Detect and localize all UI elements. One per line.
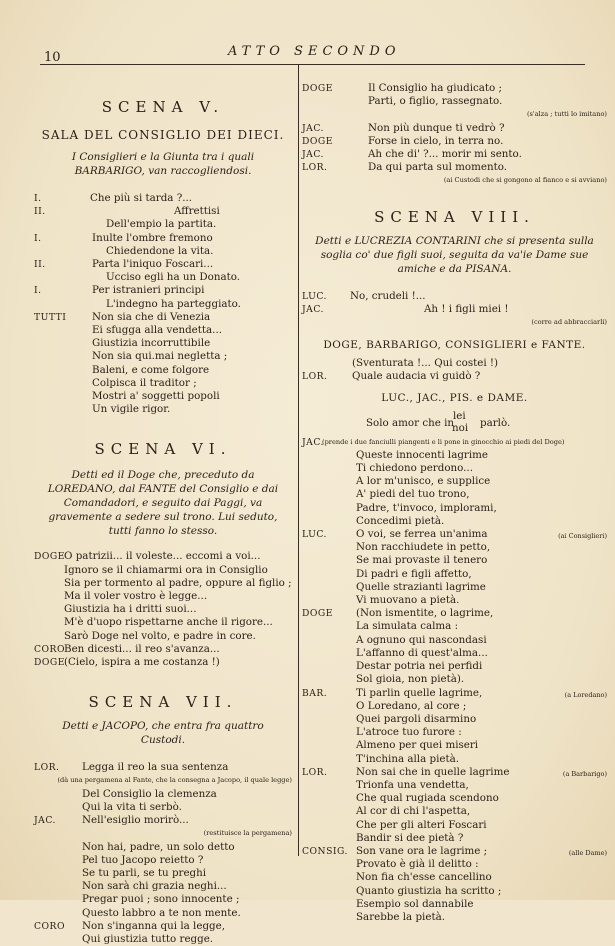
- verse-text: Chiedendone la vita.: [106, 244, 214, 257]
- verse-line: [34, 258, 292, 271]
- verse-text: Il Consiglio ha giudicato ;: [368, 82, 503, 94]
- verse-line: [34, 271, 292, 284]
- verse-text: Vi muovano a pietà.: [356, 594, 460, 607]
- verse-text: Sia per tormento al padre, oppure al figlio ;: [64, 576, 292, 589]
- scene-8-dialogue-c: [302, 449, 607, 924]
- verse-text: No, crudeli !...: [350, 289, 426, 302]
- verse-text: Nell'esiglio morirò...: [82, 814, 189, 827]
- verse-text: Bandir si dee pietà ?: [356, 831, 464, 844]
- verse-line: [302, 845, 607, 858]
- speaker: LUC.: [302, 529, 327, 541]
- verse-text: La simulata calma :: [356, 620, 459, 633]
- verse-text: O patrizii... il voleste... eccomi a voi...: [64, 550, 261, 563]
- verse-line: [302, 647, 607, 660]
- verse-line: [302, 528, 607, 541]
- scene-8-dialogue-a: [302, 290, 607, 330]
- verse-line: [302, 357, 607, 370]
- verse-text: Ignoro se il chiamarmi ora in Consiglio: [64, 563, 268, 576]
- verse-text: Ah che di' ?... morir mi sento.: [368, 148, 522, 161]
- speaker: I.: [34, 193, 42, 204]
- verse-text: Esempio sol dannabile: [356, 897, 474, 910]
- verse-line: [34, 377, 292, 390]
- speaker: JAC.: [34, 815, 56, 827]
- verse-text: Concedimi pietà.: [356, 514, 445, 527]
- verse-line: [302, 462, 607, 475]
- verse-text: Pel tuo Jacopo reietto ?: [82, 853, 204, 866]
- verse-text: Non fia ch'esse cancellino: [356, 871, 492, 884]
- stage-note: (ai Custodi che si gongono al fianco e si avviano): [443, 176, 607, 185]
- verse-line: [302, 161, 607, 174]
- speaker: DOGE: [302, 608, 333, 620]
- verse-text: O Loredano, al core ;: [356, 699, 467, 712]
- verse-line: [34, 284, 292, 297]
- verse-line: [34, 232, 292, 245]
- verse-line: [34, 933, 292, 946]
- stage-note: (ai Consiglieri): [558, 532, 607, 541]
- scene-8-title: SCENA VIII.: [374, 207, 535, 226]
- speaker: CORO: [34, 920, 66, 932]
- verse-text: Pregar puoi ; sono innocente ;: [82, 893, 240, 906]
- stage-note: (alle Dame): [568, 848, 607, 857]
- verse-text: Qui la vita ti serbò.: [82, 800, 182, 813]
- verse-text: A' piedi del tuo trono,: [356, 488, 470, 501]
- verse-line: [302, 607, 607, 620]
- solo-amor-line: Solo amor che in lei noi parlò.: [366, 409, 511, 434]
- verse-line: [302, 700, 607, 713]
- verse-text: Trionfa una vendetta,: [356, 778, 469, 791]
- speaker: DOGE: [302, 135, 333, 147]
- verse-line: [302, 581, 607, 594]
- verse-line: [34, 814, 292, 827]
- verse-line: [34, 564, 292, 577]
- verse-text: Non sia qui.mai negletta ;: [92, 350, 228, 363]
- verse-text: Non sia che di Venezia: [92, 310, 211, 323]
- stage-note: (restituisce la pergamena): [203, 829, 292, 838]
- verse-text: Quale audacia vi guidò ?: [352, 370, 481, 383]
- verse-text: Dell'empio la partita.: [106, 218, 217, 231]
- verse-line: [302, 766, 607, 779]
- speaker: LOR.: [302, 371, 328, 383]
- verse-line: [34, 920, 292, 933]
- verse-line: [302, 135, 607, 148]
- verse-line: [34, 218, 292, 231]
- verse-text: Non hai, padre, un solo detto: [82, 840, 235, 853]
- verse-text: Legga il reo la sua sentenza: [82, 761, 229, 774]
- verse-line: [302, 290, 607, 303]
- verse-text: L'indegno ha parteggiato.: [106, 297, 241, 310]
- verse-text: Ma il voler vostro è legge...: [64, 590, 208, 603]
- verse-text: O voi, se ferrea un'anima: [356, 528, 488, 541]
- stage-note: (a Loredano): [564, 690, 607, 699]
- verse-text: Giustizia ha i dritti suoi...: [64, 603, 197, 616]
- verse-line: [302, 303, 607, 316]
- verse-line: [302, 660, 607, 673]
- verse-line: [34, 841, 292, 854]
- verse-line: [34, 603, 292, 616]
- verse-line: [302, 449, 607, 462]
- verse-line: [34, 656, 292, 669]
- verse-text: M'è d'uopo rispettarne anche il rigore...: [64, 616, 273, 629]
- column-divider: [298, 64, 299, 856]
- verse-text: Ben dicesti... il reo s'avanza...: [64, 642, 220, 655]
- scene-5-setting: SALA DEL CONSIGLIO DEI DIECI.: [41, 128, 285, 142]
- group-heading-lucrezia: LUC., JAC., PIS. e DAME.: [381, 391, 528, 404]
- verse-text: Se tu parli, se tu preghi: [82, 866, 207, 879]
- verse-line: [302, 502, 607, 515]
- verse-text: Sarebbe la pietà.: [356, 910, 445, 923]
- verse-line: [302, 858, 607, 871]
- verse-text: Qui giustizia tutto regge.: [82, 932, 214, 945]
- verse-line: [302, 148, 607, 161]
- verse-line: [34, 854, 292, 867]
- verse-text: Che qual rugiada scendono: [356, 792, 499, 805]
- scene-6-stage-direction: Detti ed il Doge che, preceduto da LOREDANO, dal FANTE del Consiglio e dai Comandadori, e seguito dai Paggi, va gravemente a sedere sul trono. Lui seduto, tutti fanno lo stesso.: [47, 469, 279, 538]
- verse-text: Non sarà chi grazia neghi...: [82, 880, 227, 893]
- stage-note: (prende i due fanciulli piangenti e li pone in ginocchio ai piedi del Doge): [322, 437, 565, 446]
- stage-note: (a Barbarigo): [562, 769, 607, 778]
- verse-text: Inulte l'ombre fremono: [92, 231, 213, 244]
- speaker: I.: [34, 232, 42, 244]
- stage-note: (corre ad abbracciarli): [531, 318, 607, 327]
- verse-text: Ei sfugga alla vendetta...: [92, 324, 223, 337]
- verse-text: Provato è già il delitto :: [356, 858, 479, 871]
- scene-8-stage-direction: Detti e LUCREZIA CONTARINI che si presenta sulla soglia co' due figli suoi, seguita da va'ie Dame sue amiche e da PISANA.: [315, 234, 594, 275]
- page-number: 10: [44, 50, 61, 65]
- verse-line: [34, 643, 292, 656]
- verse-line: [302, 541, 607, 554]
- verse-line: [302, 805, 607, 818]
- right-column: [302, 70, 607, 924]
- verse-text: Che per gli alteri Foscari: [356, 818, 487, 831]
- verse-text: Non più dunque ti vedrò ?: [368, 121, 505, 134]
- scene-8-dialogue-b: [302, 357, 607, 383]
- speaker: TUTTI: [34, 311, 67, 323]
- verse-text: Da qui parta sul momento.: [368, 161, 508, 174]
- verse-line: [302, 726, 607, 739]
- verse-line: [34, 590, 292, 603]
- verse-line: [34, 880, 292, 893]
- verse-line: [34, 192, 292, 205]
- verse-line: [302, 673, 607, 686]
- speaker: CORO: [34, 643, 66, 655]
- header-rule: [40, 64, 585, 65]
- group-heading-doge: DOGE, BARBARIGO, CONSIGLIERI e FANTE.: [323, 339, 586, 352]
- verse-text: Quei pargoli disarmino: [356, 712, 477, 725]
- verse-text: Mostri a' soggetti popoli: [92, 390, 220, 403]
- speaker: I.: [34, 285, 42, 297]
- running-head: ATTO SECONDO: [228, 44, 401, 59]
- verse-line: [302, 871, 607, 884]
- scene-7-dialogue: [34, 761, 292, 946]
- verse-text: Sol gioia, non pietà).: [356, 673, 465, 686]
- speaker: II.: [34, 206, 46, 218]
- verse-line: [302, 634, 607, 647]
- verse-line: [34, 403, 292, 416]
- verse-line: [302, 82, 607, 95]
- verse-line: [302, 739, 607, 752]
- verse-text: Per istranieri principi: [92, 284, 205, 297]
- verse-text: Ti parlin quelle lagrime,: [356, 686, 483, 699]
- verse-line: [302, 554, 607, 567]
- verse-line: [302, 713, 607, 726]
- stage-note-line: [302, 108, 607, 121]
- stage-note: (dà una pergamena al Fante, che la consegna a Jacopo, il quale legge): [57, 776, 292, 785]
- speaker: DOGE: [302, 83, 333, 94]
- verse-line: [302, 819, 607, 832]
- verse-line: [34, 390, 292, 403]
- verse-text: Son vane ora le lagrime ;: [356, 844, 488, 857]
- verse-text: Baleni, e come folgore: [92, 363, 210, 376]
- verse-text: Non sai che in quelle lagrime: [356, 765, 510, 778]
- verse-line: [34, 324, 292, 337]
- verse-line: [34, 364, 292, 377]
- speaker: LUC.: [302, 290, 327, 302]
- verse-line: [302, 885, 607, 898]
- scene-5-title: SCENA V.: [101, 98, 225, 116]
- speaker: II.: [34, 259, 46, 271]
- verse-text: Almeno per quei miseri: [356, 739, 479, 752]
- stage-note-line: [34, 827, 292, 840]
- verse-text: Colpisca il traditor ;: [92, 376, 197, 389]
- scene-7-title: SCENA VII.: [88, 693, 238, 712]
- verse-text: A ognuno qui nascondasi: [356, 633, 487, 646]
- verse-line: [302, 687, 607, 700]
- verse-line: [302, 792, 607, 805]
- verse-text: Sarò Doge nel volto, e padre in core.: [64, 629, 256, 642]
- verse-line: [34, 337, 292, 350]
- scene-7-stage-direction: Detti e JACOPO, che entra fra quattro Custodi.: [62, 720, 264, 747]
- speaker: LOR.: [302, 766, 328, 778]
- speaker: JAC.: [302, 122, 324, 134]
- verse-line: [34, 867, 292, 880]
- verse-line: [34, 801, 292, 814]
- verse-text: Di padri e figli affetto,: [356, 567, 472, 580]
- verse-text: Giustizia incorruttibile: [92, 337, 211, 350]
- verse-line: [34, 350, 292, 363]
- verse-text: Che più si tarda ?...: [90, 192, 193, 204]
- speaker: LOR.: [302, 162, 328, 174]
- verse-text: Un vigile rigor.: [92, 403, 171, 416]
- verse-line: [34, 907, 292, 920]
- verse-line: [302, 911, 607, 924]
- scene-5-stage-direction: I Consiglieri e la Giunta tra i quali BARBARIGO, van raccogliendosi.: [71, 151, 255, 177]
- verse-text: Parta l'iniquo Foscari...: [92, 258, 214, 271]
- verse-text: Ti chiedono perdono...: [356, 462, 473, 475]
- stage-note: (s'alza ; tutti lo imitano): [526, 110, 607, 119]
- verse-text: Del Consiglio la clemenza: [82, 787, 217, 800]
- verse-text: Forse in cielo, in terra no.: [368, 134, 504, 147]
- verse-line: [34, 788, 292, 801]
- speaker: JAC.: [302, 149, 324, 161]
- speaker: LOR.: [34, 762, 60, 774]
- verse-text: Destar potria nei perfidi: [356, 660, 483, 673]
- verse-line: [302, 594, 607, 607]
- verse-text: Parti, o figlio, rassegnato.: [368, 95, 503, 108]
- verse-text: Queste innocenti lagrime: [356, 448, 489, 461]
- verse-text: (Sventurata !... Qui costei !): [352, 357, 499, 370]
- verse-line: [34, 298, 292, 311]
- speaker: JAC.: [302, 303, 324, 315]
- speaker: BAR.: [302, 687, 328, 699]
- speaker: DOGE: [34, 657, 65, 669]
- verse-text: (Non ismentite, o lagrime,: [356, 607, 494, 620]
- verse-text: Quanto giustizia ha scritto ;: [356, 884, 502, 897]
- verse-text: Non racchiudete in petto,: [356, 541, 491, 554]
- verse-line: [302, 475, 607, 488]
- verse-line: [34, 550, 292, 563]
- verse-line: [302, 832, 607, 845]
- verse-text: Questo labbro a te non mente.: [82, 906, 241, 919]
- verse-line: [34, 761, 292, 774]
- verse-text: Al cor di chi l'aspetta,: [356, 805, 471, 818]
- scene-5-dialogue: [34, 192, 292, 416]
- left-column: [34, 70, 292, 946]
- speaker: JAC.: [302, 436, 324, 448]
- scene-6-title: SCENA VI.: [94, 440, 232, 459]
- verse-text: Se mai provaste il tenero: [356, 554, 488, 567]
- verse-line: [34, 245, 292, 258]
- verse-line: [302, 370, 607, 383]
- verse-line: [34, 616, 292, 629]
- verse-text: Quelle strazianti lagrime: [356, 580, 486, 593]
- verse-text: Ah ! i figli miei !: [424, 302, 509, 315]
- verse-line: [302, 620, 607, 633]
- jacopo-stage-line: [302, 436, 607, 449]
- verse-line: [34, 205, 292, 218]
- verse-line: [302, 488, 607, 501]
- verse-text: (Cielo, ispira a me costanza !): [64, 656, 220, 669]
- scene-7-continuation: [302, 82, 607, 188]
- verse-line: [302, 779, 607, 792]
- verse-line: [302, 122, 607, 135]
- verse-line: [34, 577, 292, 590]
- verse-text: Non s'inganna qui la legge,: [82, 919, 225, 932]
- verse-line: [302, 753, 607, 766]
- verse-text: Affrettisi: [174, 205, 220, 218]
- verse-text: Padre, t'invoco, implorami,: [356, 501, 497, 514]
- stage-note-line: [302, 174, 607, 187]
- verse-text: L'atroce tuo furore :: [356, 726, 462, 739]
- verse-line: [302, 515, 607, 528]
- verse-line: [34, 630, 292, 643]
- verse-text: T'inchina alla pietà.: [356, 752, 460, 765]
- verse-text: L'affanno di quest'alma...: [356, 646, 488, 659]
- scene-6-dialogue: [34, 550, 292, 669]
- stage-note-line: [34, 774, 292, 787]
- verse-text: A lor m'unisco, e supplice: [356, 475, 491, 488]
- verse-text: Ucciso egli ha un Donato.: [106, 271, 241, 284]
- verse-line: [302, 95, 607, 108]
- speaker: CONSIG.: [302, 845, 348, 857]
- stage-note-line: [302, 316, 607, 329]
- verse-line: [302, 568, 607, 581]
- speaker: DOGE: [34, 551, 65, 563]
- verse-line: [34, 311, 292, 324]
